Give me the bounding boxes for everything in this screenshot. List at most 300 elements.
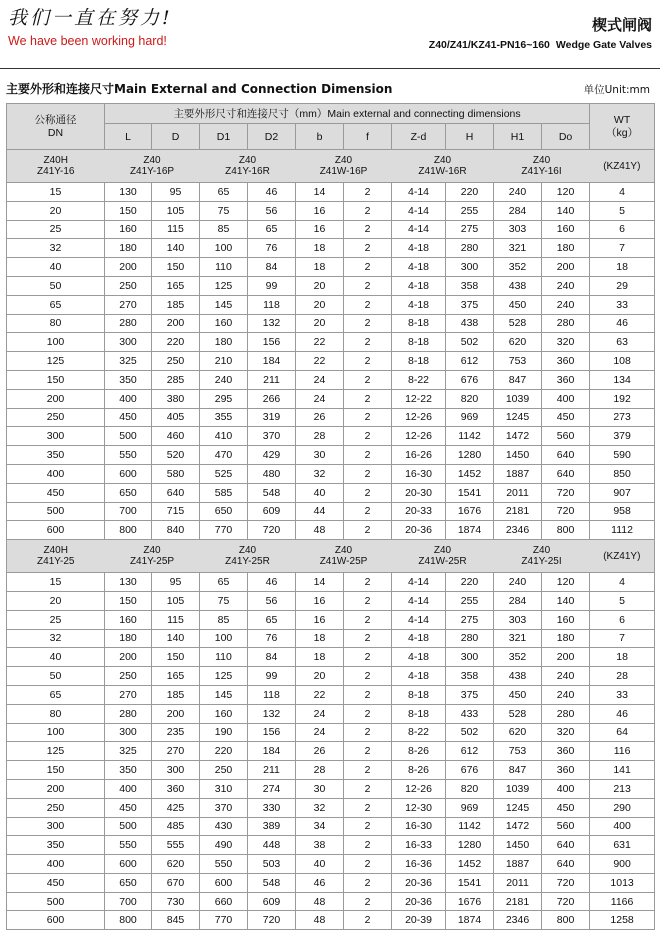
table-cell: 370 [200,798,248,817]
table-cell: 358 [446,276,494,295]
table-cell: 8-22 [392,370,446,389]
table-cell: 20 [296,295,344,314]
group-model-row [7,150,655,183]
table-cell: 528 [494,704,542,723]
dn-cell: 350 [7,836,105,855]
table-cell: 18 [296,648,344,667]
table-cell: 820 [446,389,494,408]
table-row [7,183,655,202]
column-header-h1: H1 [494,124,542,150]
table-cell: 1541 [446,873,494,892]
table-cell: 448 [248,836,296,855]
column-header-row [7,124,655,150]
table-cell: 320 [542,333,590,352]
table-cell: 84 [248,258,296,277]
table-cell: 132 [248,704,296,723]
table-cell: 2 [344,817,392,836]
table-cell: 150 [105,591,152,610]
table-cell: 20 [296,276,344,295]
table-cell: 550 [105,836,152,855]
table-cell: 250 [105,667,152,686]
table-row [7,685,655,704]
model-label: Z40 Z41Y-25P [105,540,200,573]
table-cell: 400 [105,389,152,408]
table-cell: 753 [494,352,542,371]
table-cell: 845 [152,911,200,930]
table-cell: 290 [590,798,655,817]
table-cell: 840 [152,521,200,540]
table-cell: 20-30 [392,483,446,502]
table-cell: 24 [296,389,344,408]
table-cell: 1166 [590,892,655,911]
table-cell: 2 [344,911,392,930]
table-cell: 620 [494,333,542,352]
table-cell: 321 [494,629,542,648]
table-cell: 34 [296,817,344,836]
table-cell: 560 [542,817,590,836]
table-cell: 22 [296,352,344,371]
table-cell: 165 [152,276,200,295]
table-cell: 16-30 [392,817,446,836]
table-cell: 160 [542,220,590,239]
table-row [7,648,655,667]
table-cell: 550 [200,855,248,874]
dn-cell: 250 [7,798,105,817]
table-cell: 560 [542,427,590,446]
table-cell: 211 [248,761,296,780]
table-cell: 99 [248,667,296,686]
column-header-l: L [105,124,152,150]
table-cell: 20 [296,667,344,686]
table-cell: 410 [200,427,248,446]
table-cell: 360 [542,352,590,371]
table-row [7,761,655,780]
table-cell: 65 [248,610,296,629]
table-cell: 2 [344,685,392,704]
table-cell: 33 [590,295,655,314]
table-cell: 1472 [494,427,542,446]
table-cell: 438 [446,314,494,333]
table-cell: 958 [590,502,655,521]
table-cell: 29 [590,276,655,295]
model-label: (KZ41Y) [590,150,655,183]
section-title: 主要外形和连接尺寸Main External and Connection Dimension [6,82,393,96]
table-cell: 1245 [494,408,542,427]
table-cell: 1258 [590,911,655,930]
table-cell: 85 [200,220,248,239]
table-cell: 235 [152,723,200,742]
dn-cell: 100 [7,333,105,352]
table-cell: 2 [344,427,392,446]
table-cell: 580 [152,464,200,483]
table-cell: 2 [344,239,392,258]
table-cell: 160 [200,314,248,333]
table-cell: 213 [590,779,655,798]
dn-cell: 600 [7,911,105,930]
table-cell: 500 [105,817,152,836]
dn-cell: 500 [7,892,105,911]
table-row [7,295,655,314]
dn-cell: 300 [7,817,105,836]
table-cell: 12-26 [392,779,446,798]
dn-cell: 500 [7,502,105,521]
table-cell: 2 [344,276,392,295]
table-cell: 2 [344,220,392,239]
dn-cell: 125 [7,352,105,371]
table-cell: 548 [248,483,296,502]
table-cell: 660 [200,892,248,911]
table-cell: 676 [446,370,494,389]
model-label: Z40 Z41Y-25R [200,540,296,573]
table-cell: 1450 [494,836,542,855]
dn-cell: 40 [7,648,105,667]
table-cell: 275 [446,610,494,629]
table-cell: 275 [446,220,494,239]
table-cell: 4-14 [392,610,446,629]
column-header-do: Do [542,124,590,150]
table-cell: 352 [494,258,542,277]
dn-cell: 80 [7,704,105,723]
table-cell: 115 [152,220,200,239]
table-row [7,446,655,465]
table-cell: 358 [446,667,494,686]
model-label: Z40 Z41W-25P [296,540,392,573]
table-cell: 20-39 [392,911,446,930]
table-cell: 200 [152,314,200,333]
table-row [7,591,655,610]
dn-cell: 20 [7,591,105,610]
table-cell: 1013 [590,873,655,892]
table-cell: 400 [542,779,590,798]
table-cell: 2 [344,258,392,277]
table-cell: 48 [296,911,344,930]
dn-cell: 450 [7,483,105,502]
table-cell: 100 [200,239,248,258]
table-cell: 2 [344,389,392,408]
table-cell: 360 [542,742,590,761]
table-cell: 192 [590,389,655,408]
table-cell: 640 [542,855,590,874]
table-cell: 429 [248,446,296,465]
table-cell: 24 [296,723,344,742]
table-cell: 321 [494,239,542,258]
table-cell: 847 [494,370,542,389]
table-cell: 266 [248,389,296,408]
table-cell: 2 [344,502,392,521]
table-cell: 24 [296,370,344,389]
table-cell: 400 [542,389,590,408]
table-row [7,427,655,446]
dn-cell: 400 [7,464,105,483]
table-cell: 108 [590,352,655,371]
table-cell: 274 [248,779,296,798]
table-cell: 270 [152,742,200,761]
table-row [7,239,655,258]
table-cell: 184 [248,742,296,761]
table-cell: 640 [152,483,200,502]
table-row [7,201,655,220]
model-label: (KZ41Y) [590,540,655,573]
table-cell: 14 [296,573,344,592]
slogan-chinese: 我们一直在努力! [8,7,173,29]
table-cell: 2 [344,667,392,686]
table-cell: 200 [105,258,152,277]
table-cell: 180 [105,239,152,258]
table-cell: 1245 [494,798,542,817]
table-cell: 640 [542,836,590,855]
model-label: Z40 Z41Y-16R [200,150,296,183]
table-cell: 2181 [494,892,542,911]
table-cell: 8-26 [392,742,446,761]
table-cell: 2 [344,370,392,389]
table-cell: 46 [590,704,655,723]
table-cell: 280 [446,239,494,258]
table-cell: 969 [446,798,494,817]
table-cell: 300 [152,761,200,780]
table-cell: 4-18 [392,239,446,258]
table-cell: 185 [152,685,200,704]
table-cell: 18 [296,629,344,648]
table-cell: 6 [590,220,655,239]
table-cell: 425 [152,798,200,817]
table-cell: 700 [105,892,152,911]
table-cell: 389 [248,817,296,836]
table-cell: 16-33 [392,836,446,855]
table-cell: 379 [590,427,655,446]
dn-cell: 350 [7,446,105,465]
table-cell: 2346 [494,521,542,540]
table-cell: 116 [590,742,655,761]
table-cell: 12-26 [392,427,446,446]
table-cell: 4 [590,573,655,592]
table-cell: 250 [200,761,248,780]
table-cell: 20-36 [392,873,446,892]
table-cell: 20-36 [392,521,446,540]
table-cell: 16-30 [392,464,446,483]
table-row [7,817,655,836]
table-cell: 95 [152,183,200,202]
table-cell: 7 [590,629,655,648]
table-cell: 5 [590,591,655,610]
table-cell: 450 [494,685,542,704]
table-row [7,370,655,389]
table-cell: 430 [200,817,248,836]
table-cell: 28 [296,427,344,446]
table-cell: 720 [542,483,590,502]
table-cell: 2 [344,873,392,892]
table-cell: 132 [248,314,296,333]
model-label: Z40 Z41Y-16P [105,150,200,183]
table-cell: 548 [248,873,296,892]
dimension-table [6,103,655,930]
table-cell: 280 [105,704,152,723]
table-cell: 26 [296,742,344,761]
table-cell: 2 [344,798,392,817]
table-cell: 485 [152,817,200,836]
table-cell: 220 [446,183,494,202]
table-row [7,352,655,371]
table-cell: 46 [590,314,655,333]
table-cell: 84 [248,648,296,667]
table-cell: 48 [296,892,344,911]
table-cell: 240 [542,276,590,295]
table-cell: 150 [152,648,200,667]
table-cell: 220 [446,573,494,592]
table-cell: 180 [105,629,152,648]
table-cell: 22 [296,333,344,352]
model-label: Z40 Z41Y-16I [494,150,590,183]
table-cell: 184 [248,352,296,371]
table-cell: 16 [296,201,344,220]
model-label: Z40 Z41Y-25I [494,540,590,573]
table-cell: 1452 [446,464,494,483]
slogan-english: We have been working hard! [8,34,167,48]
table-cell: 145 [200,295,248,314]
table-cell: 240 [542,685,590,704]
table-cell: 180 [200,333,248,352]
table-cell: 1039 [494,779,542,798]
table-cell: 1887 [494,855,542,874]
table-cell: 250 [105,276,152,295]
table-row [7,704,655,723]
table-cell: 2 [344,201,392,220]
table-cell: 141 [590,761,655,780]
table-cell: 4-18 [392,258,446,277]
table-cell: 319 [248,408,296,427]
model-label: Z40 Z41W-16P [296,150,392,183]
dn-header: 公称通径 DN [7,104,105,150]
table-cell: 640 [542,446,590,465]
model-label: Z40 Z41W-25R [392,540,494,573]
table-cell: 470 [200,446,248,465]
table-cell: 165 [152,667,200,686]
table-cell: 907 [590,483,655,502]
table-cell: 800 [105,521,152,540]
table-cell: 130 [105,183,152,202]
column-header-b: b [296,124,344,150]
table-cell: 600 [200,873,248,892]
product-title-chinese: 楔式闸阀 [591,16,652,34]
model-label: Z40 Z41W-16R [392,150,494,183]
table-row [7,573,655,592]
table-cell: 85 [200,610,248,629]
table-cell: 1280 [446,446,494,465]
table-cell: 26 [296,408,344,427]
table-cell: 200 [542,258,590,277]
table-row [7,333,655,352]
table-cell: 2 [344,446,392,465]
product-subtitle [423,39,652,51]
table-cell: 280 [542,314,590,333]
table-cell: 16-36 [392,855,446,874]
table-cell: 12-30 [392,798,446,817]
table-cell: 240 [200,370,248,389]
table-cell: 1887 [494,464,542,483]
table-cell: 5 [590,201,655,220]
table-cell: 30 [296,779,344,798]
dn-cell: 150 [7,761,105,780]
table-cell: 16-26 [392,446,446,465]
table-cell: 210 [200,352,248,371]
table-cell: 28 [296,761,344,780]
table-cell: 1142 [446,427,494,446]
table-cell: 40 [296,483,344,502]
table-cell: 502 [446,333,494,352]
table-cell: 438 [494,276,542,295]
table-row [7,779,655,798]
table-cell: 2 [344,648,392,667]
table-cell: 720 [542,873,590,892]
table-cell: 4-14 [392,183,446,202]
table-cell: 32 [296,798,344,817]
table-cell: 65 [200,573,248,592]
table-row [7,483,655,502]
dn-cell: 15 [7,573,105,592]
table-cell: 48 [296,521,344,540]
table-cell: 1874 [446,911,494,930]
table-cell: 8-26 [392,761,446,780]
table-cell: 300 [446,258,494,277]
dn-cell: 250 [7,408,105,427]
table-cell: 220 [152,333,200,352]
table-cell: 1676 [446,892,494,911]
table-cell: 490 [200,836,248,855]
table-cell: 355 [200,408,248,427]
model-label: Z40H Z41Y-25 [7,540,105,573]
table-cell: 631 [590,836,655,855]
table-cell: 405 [152,408,200,427]
table-cell: 295 [200,389,248,408]
dn-cell: 200 [7,389,105,408]
table-cell: 520 [152,446,200,465]
table-cell: 2 [344,464,392,483]
table-cell: 75 [200,201,248,220]
table-cell: 2 [344,333,392,352]
table-cell: 16 [296,591,344,610]
table-cell: 2 [344,352,392,371]
table-cell: 18 [296,239,344,258]
model-label: Z40H Z41Y-16 [7,150,105,183]
table-row [7,314,655,333]
table-cell: 300 [105,723,152,742]
table-cell: 7 [590,239,655,258]
table-row [7,389,655,408]
table-cell: 190 [200,723,248,742]
table-cell: 500 [105,427,152,446]
table-cell: 650 [200,502,248,521]
table-cell: 270 [105,685,152,704]
table-cell: 100 [200,629,248,648]
table-cell: 330 [248,798,296,817]
table-cell: 46 [248,573,296,592]
table-cell: 650 [105,873,152,892]
table-cell: 4-14 [392,573,446,592]
table-cell: 450 [105,798,152,817]
table-cell: 2 [344,483,392,502]
table-cell: 118 [248,295,296,314]
table-cell: 4-18 [392,629,446,648]
table-cell: 280 [542,704,590,723]
table-cell: 250 [152,352,200,371]
table-row [7,855,655,874]
table-cell: 969 [446,408,494,427]
table-cell: 600 [105,464,152,483]
table-cell: 800 [105,911,152,930]
table-row [7,873,655,892]
table-cell: 240 [542,295,590,314]
table-cell: 130 [105,573,152,592]
table-cell: 125 [200,276,248,295]
